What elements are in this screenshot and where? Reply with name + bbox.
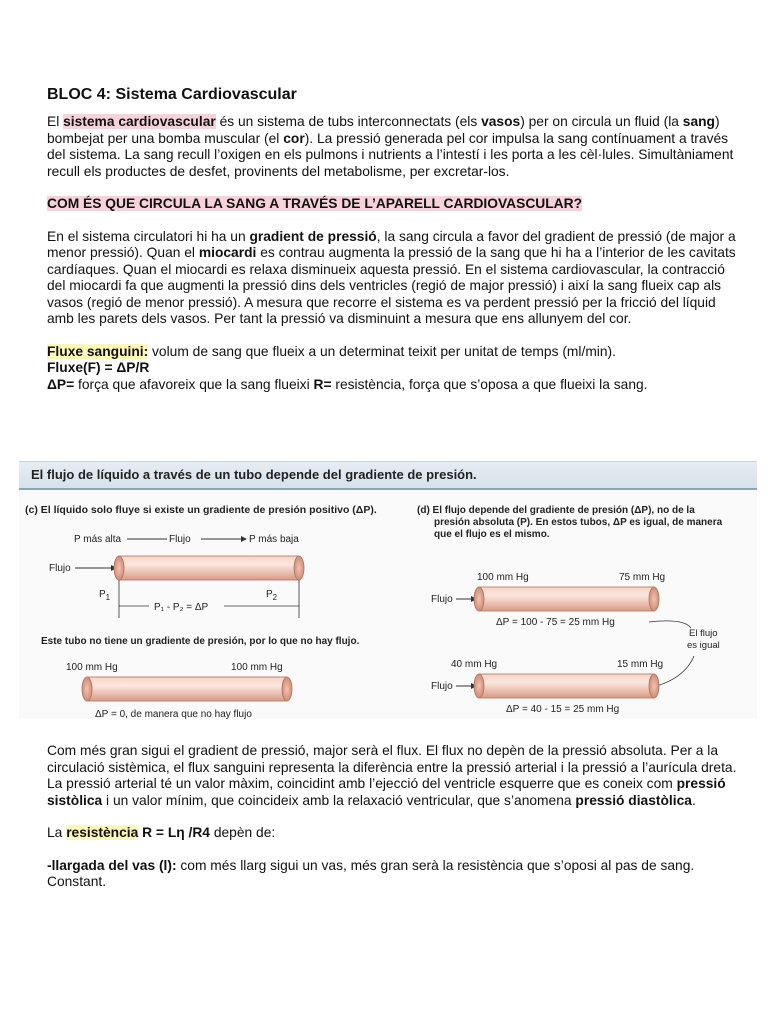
panel-d-caption-line3: que el flujo es el mismo. <box>434 529 550 540</box>
text: es contrau augmenta la pressió de la sang que hi ha a l’interior de les cavitats cardíaques. Quan el miocardi es relaxa disminueix aquesta pressió. En el sistema cardiovascular, la contracció del miocardi fa que augmenti la pressió dins dels ventricles (regió de major pressió) i així la sang flueix cap als vasos (regió de menor pressió). A mesura que recorre el sistema es va perdent pressió per la fricció del líquid amb les parets dels vasos. Per tant la pressió va disminuint a mesura que ens allunyem del cor. <box>47 245 736 326</box>
text: ) per on circula un fluid (la <box>520 114 683 129</box>
text: Com més gran sigui el gradient de pressió, major serà el flux. El flux no depèn de la pressió absoluta. Per a la circulació sistèmica, el flux sanguini representa la diferència entre la pressió arterial i la pressió a l’aurícula dreta. La pressió arterial té un valor màxim, coincidint amb l’ejecció del ventricle esquerre que es coneix com <box>47 743 737 791</box>
formula: R = Lη /R4 <box>138 825 210 840</box>
panel-d-caption-line2: presión absoluta (P). En estos tubos, ΔP es igual, de manera <box>434 517 723 528</box>
bold-term: pressió diastòlica <box>575 792 692 808</box>
length-factor <box>47 858 737 891</box>
label-flow: Flujo <box>169 534 191 545</box>
bold-term: vasos <box>481 114 521 129</box>
flow-paragraph <box>47 743 737 809</box>
section-question <box>47 196 737 213</box>
text: i un valor mínim, que coincideix amb la relaxació ventricular, que s’anomena <box>102 792 576 808</box>
text: volum de sang que flueix a un determinat teixit per unitat de temps (ml/min). <box>148 343 616 359</box>
flux-formula <box>47 360 737 377</box>
pressure-difference-equation: ΔP = 100 - 75 = 25 mm Hg <box>496 617 615 628</box>
label-left-pressure: 40 mm Hg <box>451 659 498 670</box>
flow-equal-label: El flujo <box>689 628 718 639</box>
intro-paragraph <box>47 114 737 180</box>
question-heading: COM ÉS QUE CIRCULA LA SANG A TRAVÉS DE L’APARELL CARDIOVASCULAR? <box>47 196 583 211</box>
figure-banner: El flujo de líquido a través de un tubo depende del gradiente de presión. <box>19 462 757 490</box>
label-low-pressure: P más baja <box>249 534 299 545</box>
panel-c-caption: (c) El líquido solo fluye si existe un gradiente de presión positivo (ΔP). <box>25 504 377 516</box>
pressure-gradient-figure <box>19 461 757 719</box>
tube <box>87 677 287 701</box>
label-right-pressure: 75 mm Hg <box>619 572 666 583</box>
tube-end <box>82 677 92 701</box>
no-gradient-caption: Este tubo no tiene un gradiente de presión, por lo que no hay flujo. <box>41 636 360 647</box>
tube-end <box>282 677 292 701</box>
tube-end <box>474 674 484 698</box>
pressure-difference-equation: P₁ - P₂ = ΔP <box>154 602 209 613</box>
label-left-pressure: 100 mm Hg <box>66 662 118 673</box>
text: ). La pressió generada pel cor impulsa la sang contínuament a través del sistema. La sang recull l’oxigen en els pulmons i nutrients a l’intestí i les porta a les cèl·lules. Simultàniament recull els productes de desfet, provinents del metabolisme, per excretar-los. <box>47 130 734 179</box>
label-left-pressure: 100 mm Hg <box>477 572 529 583</box>
text: força que afavoreix que la sang flueixi <box>74 376 314 392</box>
flux-terms <box>47 377 737 394</box>
bold-term: R= <box>313 376 332 392</box>
text: ) bombejat per una bomba muscular (el <box>47 114 720 146</box>
label-flujo: Flujo <box>49 563 71 574</box>
text: , la sang circula a favor del gradient de pressió (de major a menor pressió). Quan el <box>47 228 736 260</box>
text: com més llarg sigui un vas, més gran serà la resistència que s’oposi al pas de sang. Constant. <box>47 857 695 889</box>
figure-diagram <box>19 490 757 720</box>
flux-definition <box>47 344 737 361</box>
page-title: BLOC 4: Sistema Cardiovascular <box>47 86 297 103</box>
tube <box>479 674 654 698</box>
tube-end <box>649 587 659 611</box>
text: La <box>47 825 67 840</box>
arrow-head <box>241 536 247 542</box>
tube-end <box>294 556 304 580</box>
label-right-pressure: 15 mm Hg <box>617 659 664 670</box>
formula: Fluxe(F) = ΔP/R <box>47 360 150 375</box>
bold-term: ΔP= <box>47 376 75 392</box>
pressure-difference-equation: ΔP = 40 - 15 = 25 mm Hg <box>506 704 620 715</box>
tube <box>479 587 654 611</box>
tube-end <box>474 587 484 611</box>
bold-term: sang <box>682 114 715 129</box>
tube-end <box>649 674 659 698</box>
label-p1: $P_1$ <box>99 589 111 602</box>
document-body-lower <box>47 743 737 891</box>
highlight-term: sistema cardiovascular <box>63 114 216 129</box>
tube-end <box>114 556 124 580</box>
bold-term: pressió sistòlica <box>47 776 726 808</box>
bold-term: gradient de pressió <box>249 228 377 244</box>
label-right-pressure: 100 mm Hg <box>231 662 283 673</box>
text: El <box>47 114 64 129</box>
document-body <box>47 86 737 393</box>
bold-term: -llargada del vas (l): <box>47 857 177 873</box>
label-p2: $P_2$ <box>266 589 278 602</box>
tube <box>119 556 299 580</box>
gradient-paragraph <box>47 229 737 328</box>
bold-term: miocardi <box>198 245 257 260</box>
resistance-formula <box>47 825 737 842</box>
text: . <box>691 792 696 808</box>
label-flujo: Flujo <box>431 594 453 605</box>
text: En el sistema circulatori hi ha un <box>47 228 250 244</box>
panel-d-caption-line1: (d) El flujo depende del gradiente de presión (ΔP), no de la <box>417 505 695 516</box>
label-flujo: Flujo <box>431 681 453 692</box>
bold-term: cor <box>283 130 305 146</box>
no-flow-equation: ΔP = 0, de manera que no hay flujo <box>95 709 252 720</box>
highlight-term: resistència <box>66 825 139 840</box>
flow-equal-label: es igual <box>687 640 720 651</box>
text: depèn de: <box>209 825 276 840</box>
connector-line <box>649 621 691 628</box>
text: és un sistema de tubs interconnectats (els <box>215 114 482 129</box>
highlight-term: Fluxe sanguini: <box>47 343 149 359</box>
text: resistència, força que s’oposa a que flueixi la sang. <box>331 376 648 392</box>
label-high-pressure: P más alta <box>74 534 122 545</box>
